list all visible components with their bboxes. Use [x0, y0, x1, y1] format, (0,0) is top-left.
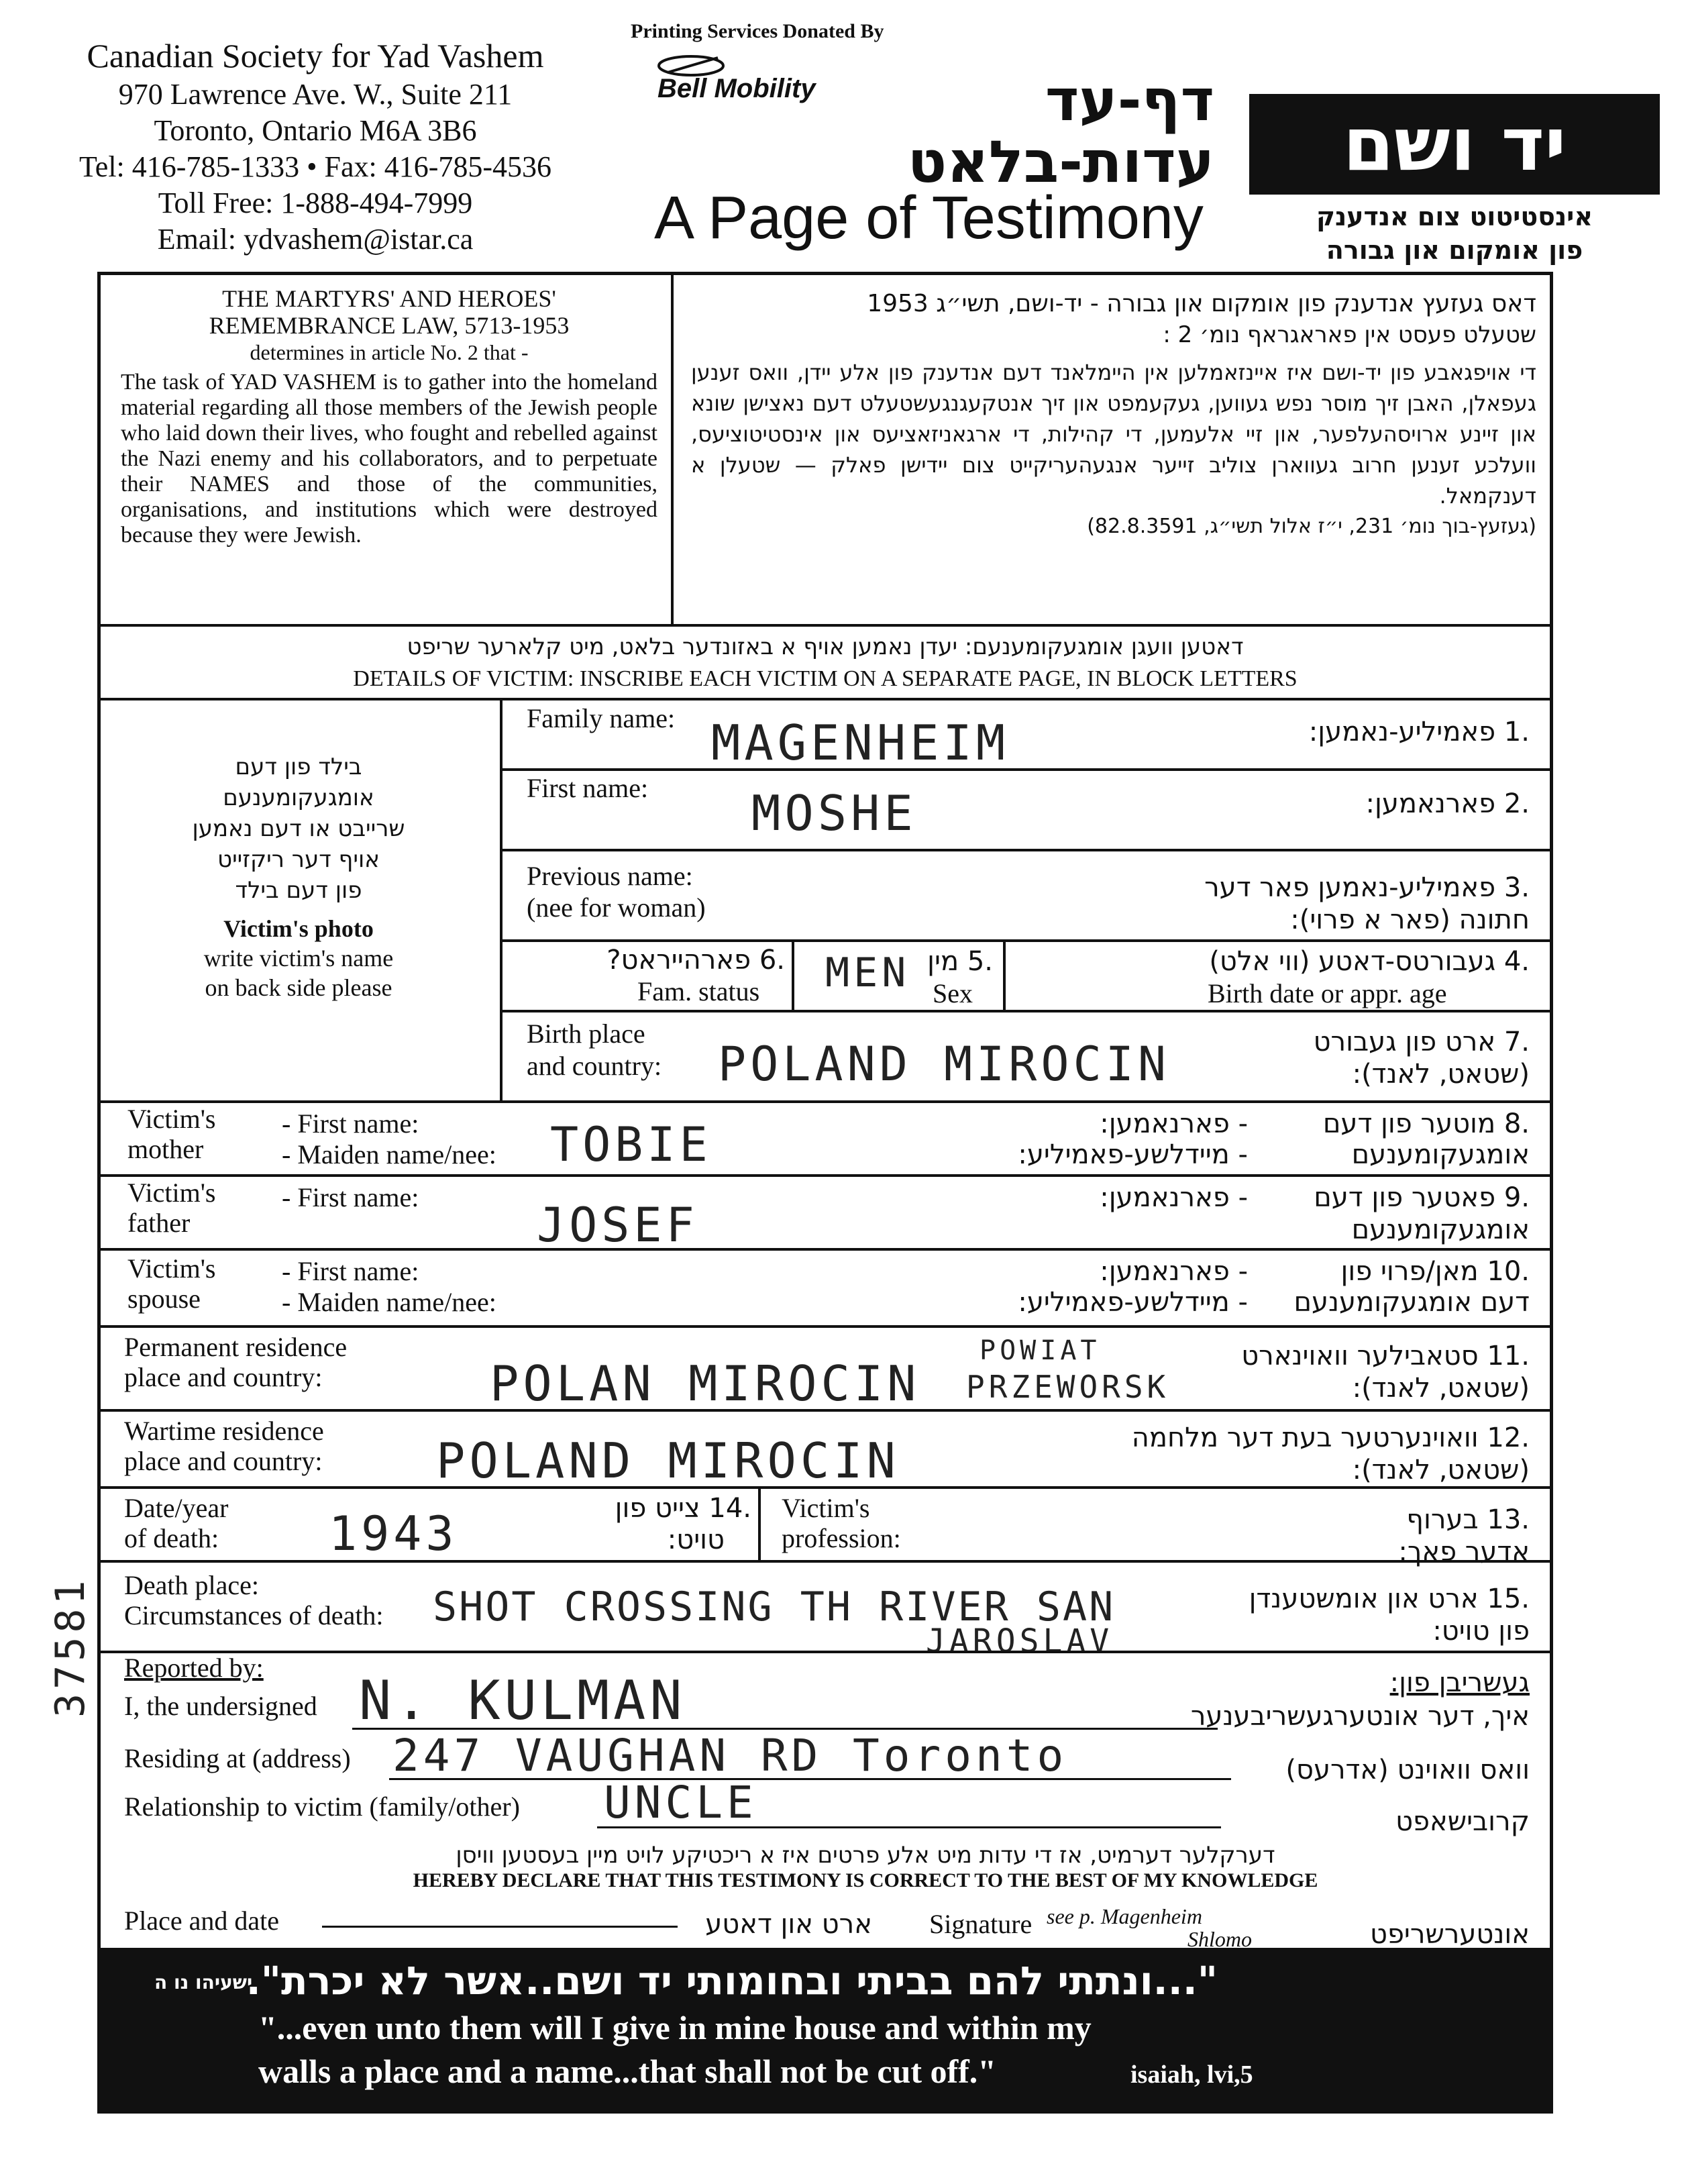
birth-place-label: Birth place — [527, 1019, 645, 1049]
profession-label-2: profession: — [782, 1523, 901, 1553]
rule — [97, 698, 1553, 700]
law-title-2: REMEMBRANCE LAW, 5713-1953 — [209, 312, 570, 339]
printing-donated: Printing Services Donated By — [631, 20, 884, 42]
divider — [792, 939, 794, 1010]
permanent-residence-label-yi-2: (שטאט, לאנד): — [1352, 1373, 1530, 1404]
spouse-label-2: spouse — [127, 1284, 201, 1314]
father-first-name-label: - First name: — [282, 1182, 419, 1212]
death-date-label-yi-2: טויט: — [667, 1524, 725, 1555]
rule — [97, 1409, 1553, 1412]
sex-value[interactable]: MEN — [825, 949, 910, 996]
undersigned-label-yi: איך, דער אונטערגעשריבענער — [1190, 1701, 1530, 1732]
wartime-residence-label-yi: .12 וואוינערטער בעת דער מלחמה — [1131, 1422, 1530, 1453]
footer-english-1: "...even unto them will I give in mine house and within my — [258, 2009, 1092, 2046]
permanent-residence-label-yi: .11 סטאבילער וואוינארט — [1241, 1341, 1530, 1371]
relationship-underline — [597, 1826, 1221, 1828]
photo-en-1: Victim's photo — [223, 915, 374, 942]
law-title-3: determines in article No. 2 that - — [250, 340, 529, 364]
photo-yi-5: פון דעם בילד — [235, 877, 362, 904]
relationship-label-yi: קרובישאפט — [1395, 1806, 1530, 1837]
footer-hebrew: "...ונתתי להם בביתי ובחומותי יד ושם..אשר לא יכרת". — [246, 1958, 1218, 2004]
wartime-residence-value[interactable]: POLAND MIROCIN — [436, 1433, 900, 1489]
birth-date-label-yi: .4 געבורטס-דאטע (ווי אלט) — [1209, 946, 1530, 977]
spouse-maiden-name-label: - Maiden name/nee: — [282, 1287, 496, 1317]
permanent-residence-label: Permanent residence — [124, 1332, 348, 1362]
wartime-residence-label-yi-2: (שטאט, לאנד): — [1352, 1455, 1530, 1486]
rule — [500, 849, 1553, 851]
previous-name-label-2: (nee for woman) — [527, 892, 706, 923]
signature-label: Signature — [929, 1909, 1033, 1939]
permanent-residence-value[interactable]: POLAN MIROCIN — [490, 1355, 920, 1412]
reporter-name-value[interactable]: N. KULMAN — [359, 1669, 686, 1732]
org-block — [27, 35, 604, 258]
mother-value[interactable]: TOBIE — [550, 1117, 712, 1172]
wartime-residence-label-2: place and country: — [124, 1446, 323, 1476]
law-divider — [671, 272, 674, 624]
first-name-label-yi: .2 פארנאמען: — [1365, 788, 1530, 819]
photo-yi-3: שרייבט או דעם נאמען — [192, 815, 405, 842]
death-date-label-yi: .14 צייט פון — [615, 1493, 751, 1524]
father-label-2: father — [127, 1208, 191, 1238]
death-place-label-yi: .15 ארט און אומשטענדן — [1249, 1583, 1530, 1614]
death-circumstances-value[interactable]: SHOT CROSSING TH RIVER SAN — [433, 1583, 1116, 1630]
photo-yi-4: אויף דער ריקזייט — [217, 846, 380, 873]
org-tollfree: Toll Free: 1-888-494-7999 — [158, 187, 473, 219]
mother-maiden-name-label: - Maiden name/nee: — [282, 1139, 496, 1169]
rule — [97, 1174, 1553, 1177]
footer-banner — [97, 1951, 1553, 2114]
previous-name-label-yi-2: חתונה (פאר א פרוי): — [1290, 904, 1530, 935]
archive-number: 37581 — [47, 1576, 94, 1718]
law-body: The task of YAD VASHEM is to gather into the homeland material regarding all those members of the Jewish people who laid down their lives, who fought and rebelled against the Nazi enemy and his collaborators, and to perpetuate their NAMES and those of the communities, organisations, and institutions which were destroyed because they were Jewish. — [121, 370, 657, 548]
first-name-label: First name: — [527, 773, 649, 803]
footer-hebrew-ref: ישעיהו נו ה — [154, 1971, 253, 1993]
family-name-label-yi: .1 פאמיליע-נאמען: — [1308, 717, 1530, 747]
signature-value-2[interactable]: Shlomo — [1187, 1927, 1252, 1951]
reported-by-label-yi: געשריבן פון: — [1389, 1667, 1530, 1698]
family-name-value[interactable]: MAGENHEIM — [711, 715, 1010, 771]
org-name: Canadian Society for Yad Vashem — [87, 37, 544, 74]
address-underline — [389, 1778, 1231, 1780]
title-english: A Page of Testimony — [654, 185, 1204, 252]
reported-by-label: Reported by: — [124, 1653, 264, 1683]
death-place-label: Death place: — [124, 1570, 259, 1600]
profession-label-yi-2: אדער פאך: — [1398, 1537, 1530, 1567]
previous-name-label: Previous name: — [527, 861, 693, 891]
address-value[interactable]: 247 VAUGHAN RD Toronto — [392, 1730, 1068, 1781]
law-yiddish — [691, 289, 1536, 542]
permanent-residence-note-2[interactable]: PRZEWORSK — [966, 1369, 1170, 1405]
org-email: Email: ydvashem@istar.ca — [157, 223, 474, 256]
father-label-yi-2: אומגעקומענעם — [1351, 1214, 1530, 1245]
death-date-label-2: of death: — [124, 1523, 219, 1553]
title-yiddish-1: דף-עד — [1045, 67, 1214, 134]
photo-area — [101, 751, 496, 1002]
rule — [97, 1560, 1553, 1563]
rule — [97, 1325, 1553, 1328]
rule — [97, 1100, 1553, 1103]
spouse-first-name-label-yi: - פארנאמען: — [1100, 1256, 1248, 1287]
institute-line1: אינסטיטוט צום אנדענק — [1316, 202, 1593, 231]
place-date-label-yi: ארט און דאטע — [705, 1909, 872, 1940]
fam-status-label: Fam. status — [637, 976, 760, 1006]
death-place-label-yi-2: פון טויט: — [1432, 1616, 1530, 1647]
footer-english-2: walls a place and a name...that shall not be cut off." — [258, 2052, 997, 2090]
law-english — [121, 285, 657, 548]
photo-divider — [500, 698, 503, 1100]
bell-icon — [654, 52, 728, 79]
wartime-residence-label: Wartime residence — [124, 1416, 324, 1446]
father-label: Victim's — [127, 1178, 216, 1208]
mother-label-2: mother — [127, 1134, 204, 1164]
sex-label: Sex — [933, 978, 973, 1008]
law-yi-title-1: דאס געזעץ אנדענק פון אומקום און גבורה - יד-ושם, תשי״ג 1953 — [867, 290, 1536, 317]
previous-name-label-yi: .3 פאמיליע-נאמען פאר דער — [1204, 872, 1530, 903]
residing-label: Residing at (address) — [124, 1743, 351, 1773]
bell-mobility-logo: Bell Mobility — [657, 74, 816, 103]
family-name-label: Family name: — [527, 703, 676, 733]
rule — [97, 1651, 1553, 1653]
mother-first-name-label-yi: - פארנאמען: — [1100, 1108, 1248, 1139]
photo-en-3: on back side please — [205, 974, 392, 1001]
org-address2: Toronto, Ontario M6A 3B6 — [154, 114, 477, 147]
rule — [500, 939, 1553, 942]
birth-place-value[interactable]: POLAND MIROCIN — [718, 1037, 1171, 1092]
signature-label-yi: אונטערשריפט — [1370, 1919, 1530, 1950]
signature-value-1[interactable]: see p. Magenheim — [1047, 1904, 1202, 1928]
spouse-first-name-label: - First name: — [282, 1256, 419, 1286]
law-title-1: THE MARTYRS' AND HEROES' — [222, 285, 556, 312]
death-place-value[interactable]: JAROSLAV — [926, 1622, 1114, 1660]
mother-first-name-label: - First name: — [282, 1108, 419, 1139]
photo-en-2: write victim's name — [203, 945, 394, 972]
law-yi-ref: (געזעץ-בוך נומ׳ 231, י״ז אלול תשי״ג, 82.8.3591) — [1087, 515, 1536, 538]
place-date-label: Place and date — [124, 1906, 279, 1936]
fam-status-label-yi: .6 פארהייראט? — [606, 945, 785, 976]
father-value[interactable]: JOSEF — [537, 1198, 698, 1253]
yad-vashem-logo: יד ושם — [1249, 94, 1660, 195]
rule — [97, 1248, 1553, 1251]
photo-yi-2: אומגעקומענעם — [223, 784, 374, 811]
spouse-label-yi: .10 מאן/פרוי פון — [1340, 1256, 1530, 1287]
undersigned-label: I, the undersigned — [124, 1691, 317, 1721]
death-circumstances-label: Circumstances of death: — [124, 1600, 384, 1630]
mother-label-yi-2: אומגעקומענעם — [1351, 1139, 1530, 1170]
death-date-label: Date/year — [124, 1493, 229, 1523]
institute-line2: פון אומקום און גבורה — [1326, 236, 1583, 265]
mother-label-yi: .8 מוטער פון דעם — [1322, 1108, 1530, 1139]
divider — [1003, 939, 1006, 1010]
rule — [500, 768, 1553, 771]
footer-ref: isaiah, lvi,5 — [1130, 2061, 1253, 2089]
sex-label-yi: .5 מין — [927, 946, 993, 977]
profession-label-yi: .13 בערוף — [1406, 1504, 1530, 1535]
relationship-label: Relationship to victim (family/other) — [124, 1791, 520, 1822]
org-address1: 970 Lawrence Ave. W., Suite 211 — [118, 78, 513, 111]
rule — [97, 624, 1553, 627]
spouse-label-yi-2: דעם אומגעקומענעם — [1293, 1287, 1530, 1318]
org-phone: Tel: 416-785-1333 • Fax: 416-785-4536 — [78, 150, 552, 183]
divider — [758, 1486, 761, 1560]
declaration-yi: דערקלער דערמיט, אז די עדות מיט אלע פרטים איז א ריכטיקע לויט מיין בעסטען וויסן — [456, 1842, 1275, 1869]
birth-place-label-yi-2: (שטאט, לאנד): — [1352, 1059, 1530, 1090]
mother-maiden-name-label-yi: - מיידלשע-פאמיליע: — [1018, 1139, 1248, 1170]
law-yi-title-2: שטעלט פעסט אין פאראגראף נומ׳ 2 : — [1163, 321, 1536, 348]
declaration-en: HEREBY DECLARE THAT THIS TESTIMONY IS CORRECT TO THE BEST OF MY KNOWLEDGE — [413, 1869, 1318, 1891]
permanent-residence-label-2: place and country: — [124, 1362, 323, 1392]
spouse-label: Victim's — [127, 1253, 216, 1284]
father-first-name-label-yi: - פארנאמען: — [1100, 1182, 1248, 1213]
relationship-value[interactable]: UNCLE — [604, 1777, 757, 1828]
father-label-yi: .9 פאטער פון דעם — [1314, 1182, 1530, 1213]
rule — [500, 1010, 1553, 1012]
death-date-value[interactable]: 1943 — [329, 1506, 458, 1561]
birth-place-label-2: and country: — [527, 1051, 662, 1081]
details-yiddish: דאטען וועגן אומגעקומענעם: יעדן נאמען אויף א באזונדער בלאט, מיט קלארער שריפט — [407, 633, 1244, 660]
first-name-value[interactable]: MOSHE — [751, 785, 917, 841]
law-yi-body: די אויפגאבע פון יד-ושם איז איינזאמלען אין היימלאנד דעם אנדענק פון אלע יידן, וואס זענען געפאלן, האבן זיך מוסר נפש געווען, געקעמפט און זיך אנטקעגנגעשטעלט דעם נאצישן שונא און זיינע ארויסהעלפער, און זיי אלעמען, די קהילות, די ארגאניזאציעס און אינסטיטוציעס, וועלכע זענען חרוב געווארן צוליב זייער אנגעהעריקייט צום יידישן פאלק — שטעלן א דענקמאל. — [691, 360, 1536, 509]
place-date-line — [322, 1926, 678, 1928]
permanent-residence-note-1[interactable]: POWIAT — [980, 1335, 1101, 1366]
birth-date-label: Birth date or appr. age — [1208, 978, 1447, 1008]
title-yiddish-2: עדות-בלאט — [907, 129, 1214, 196]
profession-label: Victim's — [782, 1493, 870, 1523]
rule — [97, 1486, 1553, 1489]
spouse-maiden-name-label-yi: - מיידלשע-פאמיליע: — [1018, 1287, 1248, 1318]
birth-place-label-yi: .7 ארט פון געבורט — [1313, 1027, 1530, 1057]
photo-yi-1: בילד פון דעם — [235, 753, 362, 780]
residing-label-yi: וואס וואוינט (אדרעס) — [1285, 1755, 1530, 1785]
mother-label: Victim's — [127, 1104, 216, 1134]
details-english: DETAILS OF VICTIM: INSCRIBE EACH VICTIM ON A SEPARATE PAGE, IN BLOCK LETTERS — [353, 666, 1298, 691]
